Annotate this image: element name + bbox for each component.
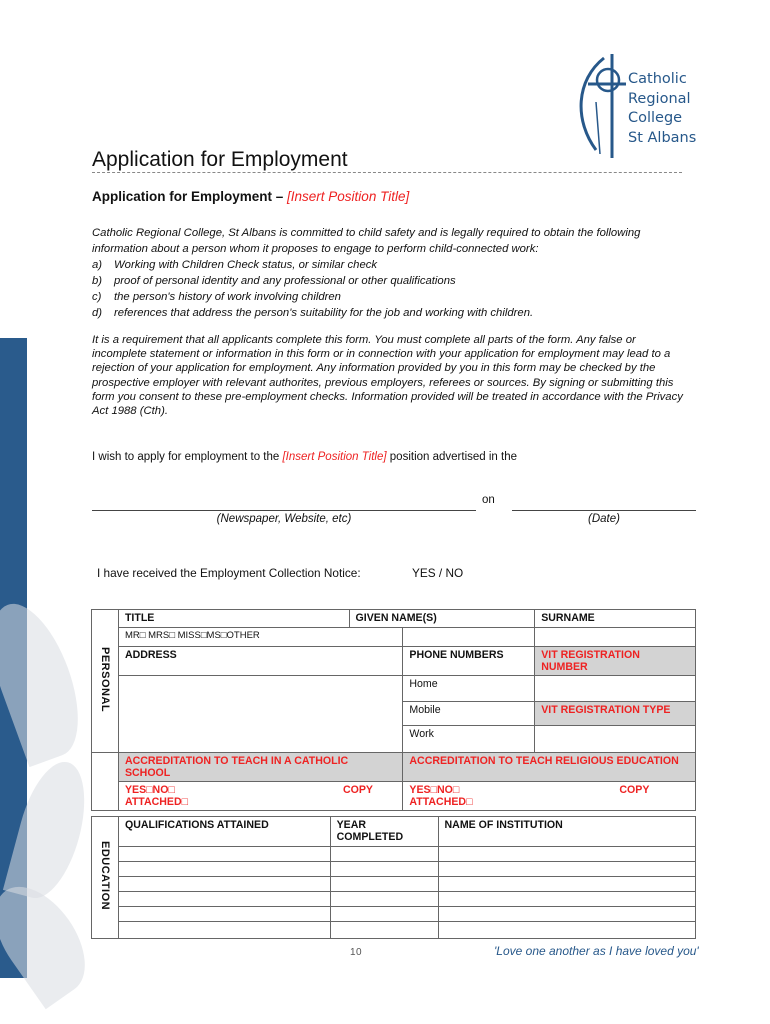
list-item: [92, 273, 692, 289]
institution-cell[interactable]: [438, 907, 695, 922]
college-name-line: St Albans: [628, 129, 697, 146]
list-item-text: the person's history of work involving children: [114, 291, 341, 303]
institution-cell[interactable]: [438, 892, 695, 907]
spacer-cell: [92, 753, 119, 782]
vit-type-field[interactable]: [535, 726, 696, 753]
attached-checkbox[interactable]: ATTACHED□: [124, 796, 189, 808]
education-section-label: EDUCATION: [92, 817, 119, 939]
list-item: [92, 257, 692, 273]
position-title-placeholder[interactable]: [Insert Position Title]: [287, 189, 410, 204]
page-number: 10: [350, 947, 363, 958]
college-name-line: College: [628, 110, 683, 126]
list-marker: c): [92, 291, 102, 303]
copy-label: COPY: [619, 784, 650, 796]
personal-section-label: PERSONAL: [92, 610, 119, 753]
advert-source-label: (Newspaper, Website, etc): [216, 513, 352, 525]
spacer-cell: [92, 782, 119, 811]
leaf-decoration: [0, 871, 103, 1009]
qualifications-header: QUALIFICATIONS ATTAINED: [118, 817, 330, 847]
institution-cell[interactable]: [438, 922, 695, 939]
accred-religious-options[interactable]: [403, 782, 696, 811]
education-table: [91, 816, 696, 939]
title-header: TITLE: [118, 610, 349, 628]
copy-label: COPY: [342, 784, 373, 796]
table-row: [92, 892, 696, 907]
yes-no-checkboxes[interactable]: YES□NO□: [124, 784, 175, 796]
work-phone-field[interactable]: Work: [403, 726, 535, 753]
phone-numbers-header: PHONE NUMBERS: [403, 647, 535, 676]
year-cell[interactable]: [330, 922, 438, 939]
advert-source-field[interactable]: [92, 510, 476, 511]
list-item: [92, 289, 692, 305]
college-name-line: Regional: [628, 90, 691, 107]
qualification-cell[interactable]: [118, 892, 330, 907]
table-row: [92, 862, 696, 877]
address-field[interactable]: [118, 676, 402, 753]
qualification-cell[interactable]: [118, 862, 330, 877]
list-marker: d): [92, 307, 103, 319]
home-phone-field[interactable]: Home: [403, 676, 535, 702]
surname-header: SURNAME: [535, 610, 696, 628]
qualification-cell[interactable]: [118, 907, 330, 922]
vit-number-header: VIT REGISTRATION NUMBER: [535, 647, 696, 676]
institution-cell[interactable]: [438, 877, 695, 892]
requirement-paragraph: It is a requirement that all applicants complete this form. You must complete all parts of the form. Any false or incomplete statement or information in this form or in connection with your application for employment may lead to a rejection of your application for employment. Any information provided by you in this form may be checked by the prospective employer with relevant authorites, previous employers, referees or sources. By signing or submitting this form you consent to these pre-employment checks. Information provided will be treated in accordance with the Privacy Act 1988 (Cth).: [92, 334, 683, 418]
list-item: [92, 305, 692, 321]
list-marker: b): [92, 275, 103, 287]
address-header: ADDRESS: [118, 647, 402, 676]
subtitle-prefix: Application for Employment –: [92, 189, 288, 204]
intro-paragraph: [92, 225, 692, 321]
apply-prefix: I wish to apply for employment to the: [92, 451, 283, 463]
list-item-text: Working with Children Check status, or similar check: [114, 259, 378, 271]
intro-text: Catholic Regional College, St Albans is committed to child safety and is legally required to obtain the following information about a person whom it proposes to engage to perform child-connected work:: [92, 227, 641, 255]
accred-religious-header: ACCREDITATION TO TEACH RELIGIOUS EDUCATION: [403, 753, 696, 782]
year-cell[interactable]: [330, 847, 438, 862]
table-row: [92, 922, 696, 939]
apply-statement: [92, 451, 517, 463]
list-marker: a): [92, 259, 103, 271]
collection-notice-options[interactable]: YES / NO: [412, 566, 464, 580]
institution-cell[interactable]: [438, 862, 695, 877]
surname-field[interactable]: [535, 628, 696, 647]
list-item-text: proof of personal identity and any professional or other qualifications: [114, 275, 456, 287]
personal-details-table: [91, 609, 696, 811]
on-label: on: [482, 494, 495, 506]
institution-cell[interactable]: [438, 847, 695, 862]
year-completed-header: YEAR COMPLETED: [330, 817, 438, 847]
accred-catholic-header: ACCREDITATION TO TEACH IN A CATHOLIC SCHOOL: [118, 753, 402, 782]
apply-position-placeholder[interactable]: [Insert Position Title]: [282, 451, 387, 463]
college-name-line: Catholic: [628, 71, 687, 87]
apply-suffix: position advertised in the: [386, 451, 517, 463]
year-cell[interactable]: [330, 862, 438, 877]
vit-number-field[interactable]: [535, 676, 696, 702]
form-subtitle: [92, 189, 409, 204]
qualification-cell[interactable]: [118, 922, 330, 939]
institution-header: NAME OF INSTITUTION: [438, 817, 695, 847]
list-item-text: references that address the person's suitability for the job and working with children.: [114, 307, 534, 319]
college-name: [628, 70, 696, 148]
title-divider: [92, 172, 682, 173]
given-names-header: GIVEN NAME(S): [349, 610, 535, 628]
vit-type-header: VIT REGISTRATION TYPE: [535, 702, 696, 726]
advert-date-label: (Date): [588, 513, 620, 525]
year-cell[interactable]: [330, 907, 438, 922]
page-title: Application for Employment: [92, 148, 348, 171]
yes-no-checkboxes[interactable]: YES□NO□: [409, 784, 460, 796]
qualification-cell[interactable]: [118, 847, 330, 862]
table-row: [92, 907, 696, 922]
table-row: [92, 877, 696, 892]
requirements-list: [92, 257, 692, 321]
title-options[interactable]: MR□ MRS□ MISS□MS□OTHER: [118, 628, 402, 647]
footer-motto: 'Love one another as I have loved you': [494, 944, 699, 958]
qualification-cell[interactable]: [118, 877, 330, 892]
attached-checkbox[interactable]: ATTACHED□: [409, 796, 473, 808]
year-cell[interactable]: [330, 892, 438, 907]
advert-date-field[interactable]: [512, 510, 696, 511]
given-names-field[interactable]: [403, 628, 535, 647]
collection-notice-label: I have received the Employment Collection Notice:: [97, 566, 361, 580]
year-cell[interactable]: [330, 877, 438, 892]
accred-catholic-options[interactable]: [118, 782, 402, 811]
table-row: [92, 847, 696, 862]
mobile-phone-field[interactable]: Mobile: [403, 702, 535, 726]
